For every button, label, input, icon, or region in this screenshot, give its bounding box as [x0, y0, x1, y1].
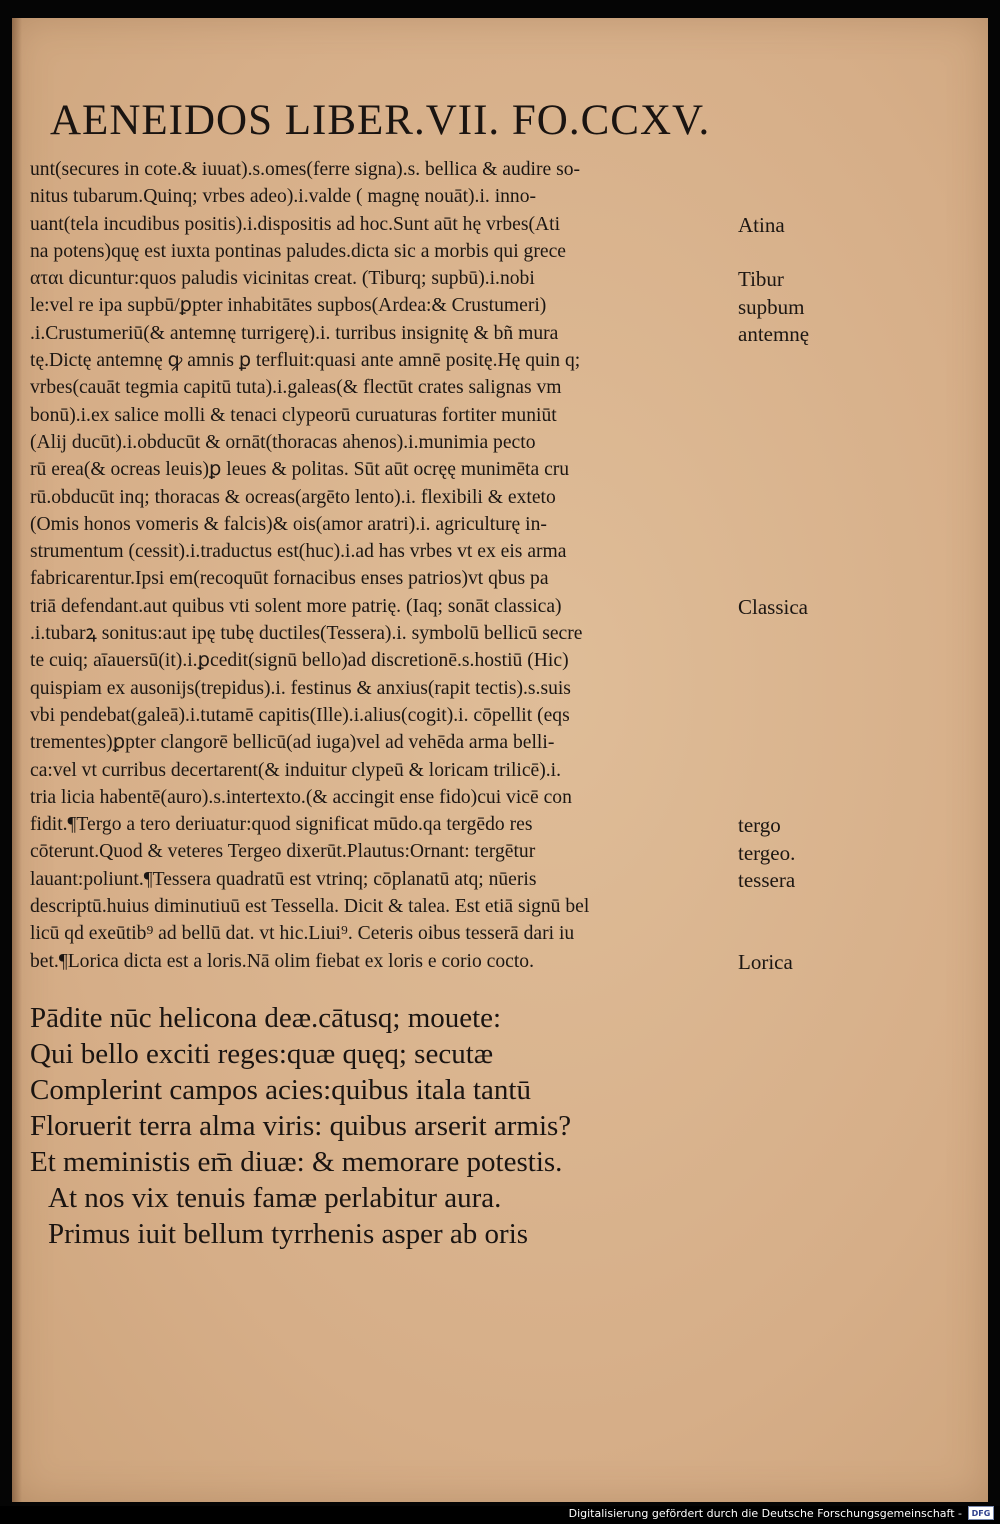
commentary-line: ca:vel vt curribus decertarent(& induitur clypeū & loricam trilicē).i.	[30, 759, 562, 781]
commentary-block	[30, 156, 742, 975]
commentary-line: lauant:poliunt.¶Tessera quadratū est vtrinq; cōplanatū atq; nūeris	[30, 868, 537, 890]
verse-line: At nos vix tenuis famæ perlabitur aura.	[48, 1182, 502, 1214]
commentary-line: .i.tubarꝝ sonitus:aut ipę tubę ductiles(Tessera).i. symbolū bellicū secre	[30, 623, 583, 645]
verse-line: Qui bello exciti reges:quæ quęq; secutæ	[30, 1038, 494, 1070]
commentary-line: bonū).i.ex salice molli & tenaci clypeorū curuaturas fortiter muniūt	[30, 404, 557, 426]
commentary-line: unt(secures in cote.& iuuat).s.omes(ferre signa).s. bellica & audire so-	[30, 159, 581, 180]
commentary-line: fabricarentur.Ipsi em(recoquūt fornacibus enses patrios)vt qbus pa	[30, 568, 549, 590]
running-title: AENEIDOS LIBER.VII. FO.CCXV.	[50, 97, 711, 144]
commentary-line: tę.Dictę antemnę ꝙ amnis ꝑ terfluit:quasi ante amnē positę.Hę quin q;	[30, 350, 581, 372]
commentary-line: te cuiq; aīauersū(it).i.ꝑcedit(signū bello)ad discretionē.s.hostiū (Hic)	[30, 650, 569, 672]
commentary-line: vbi pendebat(galeā).i.tutamē capitis(Ille).i.alius(cogit).i. cōpellit (eqs	[30, 704, 570, 726]
commentary-line: rū erea(& ocreas leuis)ꝑ leues & politas. Sūt aūt ocręę munimēta cru	[30, 459, 570, 481]
margin-note: antemnę	[738, 321, 810, 346]
commentary-line: na potens)quę est iuxta pontinas paludes.dicta sic a morbis qui grece	[30, 240, 566, 262]
commentary-line: strumentum (cessit).i.traductus est(huc).i.ad has vrbes vt ex eis arma	[30, 541, 567, 563]
commentary-line: bet.¶Lorica dicta est a loris.Nā olim fiebat ex loris e corio cocto.	[30, 950, 534, 972]
book-page	[12, 18, 988, 1502]
margin-note: Atina	[738, 212, 785, 237]
verse-line: Floruerit terra alma viris: quibus arserit armis?	[30, 1110, 572, 1142]
verse-line: Complerint campos acies:quibus itala tantū	[30, 1074, 531, 1106]
commentary-line: licū qd exeūtib⁹ ad bellū dat. vt hic.Liui⁹. Ceteris oibus tesserā dari iu	[30, 923, 575, 945]
commentary-line: .i.Crustumeriū(& antemnę turrigerę).i. turribus insignitę & bñ mura	[30, 322, 559, 344]
commentary-line: uant(tela incudibus positis).i.dispositis ad hoc.Sunt aūt hę vrbes(Ati	[30, 213, 561, 235]
page-binding-shadow	[12, 18, 22, 1502]
margin-note: Lorica	[738, 949, 793, 974]
margin-note: Tibur	[738, 267, 784, 292]
verse-line: Et meministis em̄ diuæ: & memorare potestis.	[30, 1146, 563, 1178]
margin-note: tergo	[738, 813, 781, 838]
commentary-line: quispiam ex ausonijs(trepidus).i. festinus & anxius(rapit tectis).s.suis	[30, 677, 571, 699]
commentary-line: le:vel re ipa supbū/ꝑpter inhabitātes supbos(Ardea:& Crustumeri)	[30, 295, 547, 317]
margin-note: supbum	[738, 294, 805, 319]
verse-line: Pādite nūc helicona deæ.cātusq; mouete:	[30, 1002, 502, 1034]
commentary-line: fidit.¶Tergo a tero deriuatur:quod significat mūdo.qa tergēdo res	[30, 814, 533, 836]
verse-block	[30, 1000, 930, 1252]
commentary-line: vrbes(cauāt tegmia capitū tuta).i.galeas(& flectūt crates salignas vm	[30, 377, 562, 399]
dfg-logo-icon: DFG	[968, 1506, 994, 1520]
margin-note: Classica	[738, 594, 808, 619]
commentary-line: tria licia habentē(auro).s.intertexto.(& accingit ense fido)cui vicē con	[30, 786, 572, 808]
commentary-line: nitus tubarum.Quinq; vrbes adeo).i.valde ( magnę nouāt).i. inno-	[30, 186, 537, 208]
margin-note: tessera	[738, 867, 796, 892]
commentary-line: (Alij ducūt).i.obducūt & ornāt(thoracas ahenos).i.munimia pecto	[30, 431, 536, 453]
footer-credit: Digitalisierung gefördert durch die Deutsche Forschungsgemeinschaft -	[568, 1506, 962, 1520]
commentary-line: cōterunt.Quod & veteres Tergeo dixerūt.Plautus:Ornant: tergētur	[30, 841, 536, 863]
commentary-line: trementes)ꝑpter clangorē bellicū(ad iuga)vel ad vehēda arma belli-	[30, 732, 555, 754]
verse-line: Primus iuit bellum tyrrhenis asper ab oris	[48, 1218, 529, 1250]
commentary-line: descriptū.huius diminutiuū est Tessella. Dicit & talea. Est etiā signū bel	[30, 896, 590, 918]
commentary-line: triā defendant.aut quibus vti solent more patrię. (Iaq; sonāt classica)	[30, 595, 562, 617]
commentary-line: rū.obducūt inq; thoracas & ocreas(argēto lento).i. flexibili & exteto	[30, 486, 556, 508]
commentary-line: (Omis honos vomeris & falcis)& ois(amor aratri).i. agriculturę in-	[30, 513, 547, 535]
commentary-line: αται dicuntur:quos paludis vicinitas creat. (Tiburq; supbū).i.nobi	[30, 268, 535, 290]
margin-note: tergeo.	[738, 840, 796, 865]
digitization-footer	[569, 1504, 994, 1522]
